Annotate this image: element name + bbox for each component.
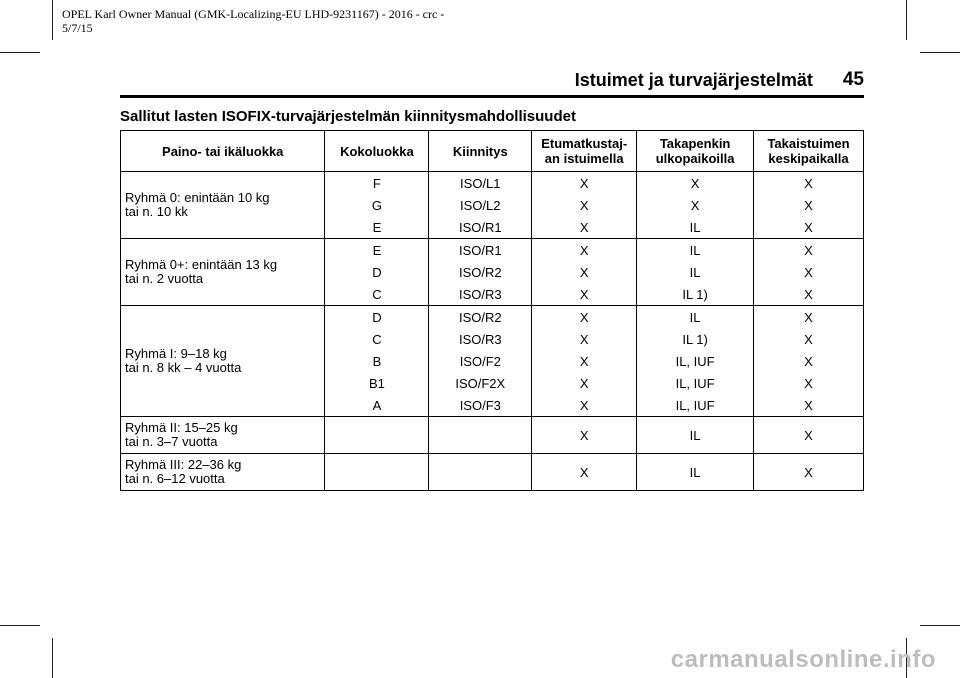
table-cell: ISO/F3 xyxy=(429,394,532,417)
table-cell: X xyxy=(532,239,637,262)
table-cell: IL xyxy=(637,216,754,239)
table-cell: IL, IUF xyxy=(637,350,754,372)
column-header: Kokoluokka xyxy=(325,131,429,172)
table-cell: X xyxy=(532,306,637,329)
table-cell: IL xyxy=(637,454,754,491)
table-cell: X xyxy=(532,454,637,491)
column-header: Kiinnitys xyxy=(429,131,532,172)
table-cell: IL, IUF xyxy=(637,372,754,394)
weight-group xyxy=(121,239,864,306)
table-cell: IL xyxy=(637,261,754,283)
table-cell: ISO/R3 xyxy=(429,283,532,306)
table-cell: E xyxy=(325,239,429,262)
crop-mark xyxy=(52,0,53,40)
table-cell: ISO/R2 xyxy=(429,261,532,283)
table-cell: X xyxy=(637,194,754,216)
table-cell: E xyxy=(325,216,429,239)
crop-mark xyxy=(52,638,53,678)
table-cell: X xyxy=(754,350,864,372)
group-label: Ryhmä II: 15–25 kg tai n. 3–7 vuotta xyxy=(121,417,325,454)
table-cell: X xyxy=(754,239,864,262)
print-metadata-line2: 5/7/15 xyxy=(62,21,93,35)
table-cell xyxy=(429,417,532,454)
crop-mark xyxy=(0,52,40,53)
table-cell: IL xyxy=(637,306,754,329)
print-metadata xyxy=(62,7,444,35)
table-cell: B xyxy=(325,350,429,372)
table-cell: IL xyxy=(637,417,754,454)
column-header: Takaistuimen keskipaikalla xyxy=(754,131,864,172)
table-cell: X xyxy=(532,216,637,239)
crop-mark xyxy=(906,0,907,40)
table-cell: X xyxy=(532,394,637,417)
table-cell: D xyxy=(325,306,429,329)
table-header-row xyxy=(121,131,864,172)
crop-mark xyxy=(0,625,40,626)
table-cell: ISO/R3 xyxy=(429,328,532,350)
table-cell: X xyxy=(754,328,864,350)
table-cell: X xyxy=(637,172,754,195)
table-cell: X xyxy=(532,194,637,216)
table-cell: G xyxy=(325,194,429,216)
column-header: Takapenkin ulkopaikoilla xyxy=(637,131,754,172)
column-header: Paino- tai ikäluokka xyxy=(121,131,325,172)
table-cell: X xyxy=(532,372,637,394)
crop-mark xyxy=(920,52,960,53)
section-title: Istuimet ja turvajärjestelmät xyxy=(574,70,813,90)
table-row xyxy=(121,306,864,329)
table-cell: IL 1) xyxy=(637,283,754,306)
table-cell: X xyxy=(754,372,864,394)
table-cell: X xyxy=(754,417,864,454)
table-cell: X xyxy=(754,454,864,491)
group-label: Ryhmä 0+: enintään 13 kg tai n. 2 vuotta xyxy=(121,239,325,306)
table-cell: ISO/R1 xyxy=(429,216,532,239)
column-header: Etumatkustaj- an istuimella xyxy=(532,131,637,172)
table-cell xyxy=(325,417,429,454)
table-cell: D xyxy=(325,261,429,283)
table-cell: X xyxy=(754,394,864,417)
table-cell: X xyxy=(754,283,864,306)
table-cell: IL, IUF xyxy=(637,394,754,417)
weight-group xyxy=(121,172,864,239)
table-cell: X xyxy=(754,172,864,195)
table-cell: X xyxy=(532,172,637,195)
crop-mark xyxy=(920,625,960,626)
table-cell: C xyxy=(325,283,429,306)
table-cell: ISO/F2X xyxy=(429,372,532,394)
table-cell: IL xyxy=(637,239,754,262)
table-row xyxy=(121,239,864,262)
table-cell xyxy=(429,454,532,491)
weight-group xyxy=(121,454,864,491)
table-cell: C xyxy=(325,328,429,350)
table-row xyxy=(121,454,864,491)
page-number: 45 xyxy=(842,69,864,90)
table-cell: ISO/R1 xyxy=(429,239,532,262)
table-cell: X xyxy=(754,216,864,239)
table-cell: X xyxy=(532,350,637,372)
table-cell: X xyxy=(754,261,864,283)
table-cell: X xyxy=(532,261,637,283)
table-row xyxy=(121,417,864,454)
group-label: Ryhmä III: 22–36 kg tai n. 6–12 vuotta xyxy=(121,454,325,491)
table-cell: X xyxy=(532,328,637,350)
table-cell: F xyxy=(325,172,429,195)
table-heading: Sallitut lasten ISOFIX-turvajärjestelmän kiinnitysmahdollisuudet xyxy=(120,108,576,125)
isofix-table xyxy=(120,130,864,491)
table-row xyxy=(121,172,864,195)
table-cell: X xyxy=(754,194,864,216)
watermark: carmanualsonline.info xyxy=(670,646,936,673)
table-cell: X xyxy=(532,417,637,454)
group-label: Ryhmä I: 9–18 kg tai n. 8 kk – 4 vuotta xyxy=(121,306,325,417)
table-cell: ISO/L1 xyxy=(429,172,532,195)
weight-group xyxy=(121,417,864,454)
table-cell: ISO/R2 xyxy=(429,306,532,329)
table-cell: IL 1) xyxy=(637,328,754,350)
print-metadata-line1: OPEL Karl Owner Manual (GMK-Localizing-EU LHD-9231167) - 2016 - crc - xyxy=(62,7,445,21)
page-header xyxy=(120,66,864,98)
table-cell: X xyxy=(754,306,864,329)
group-label: Ryhmä 0: enintään 10 kg tai n. 10 kk xyxy=(121,172,325,239)
weight-group xyxy=(121,306,864,417)
table-cell: A xyxy=(325,394,429,417)
table-cell: ISO/F2 xyxy=(429,350,532,372)
table-cell xyxy=(325,454,429,491)
table-cell: X xyxy=(532,283,637,306)
table-cell: ISO/L2 xyxy=(429,194,532,216)
table-cell: B1 xyxy=(325,372,429,394)
